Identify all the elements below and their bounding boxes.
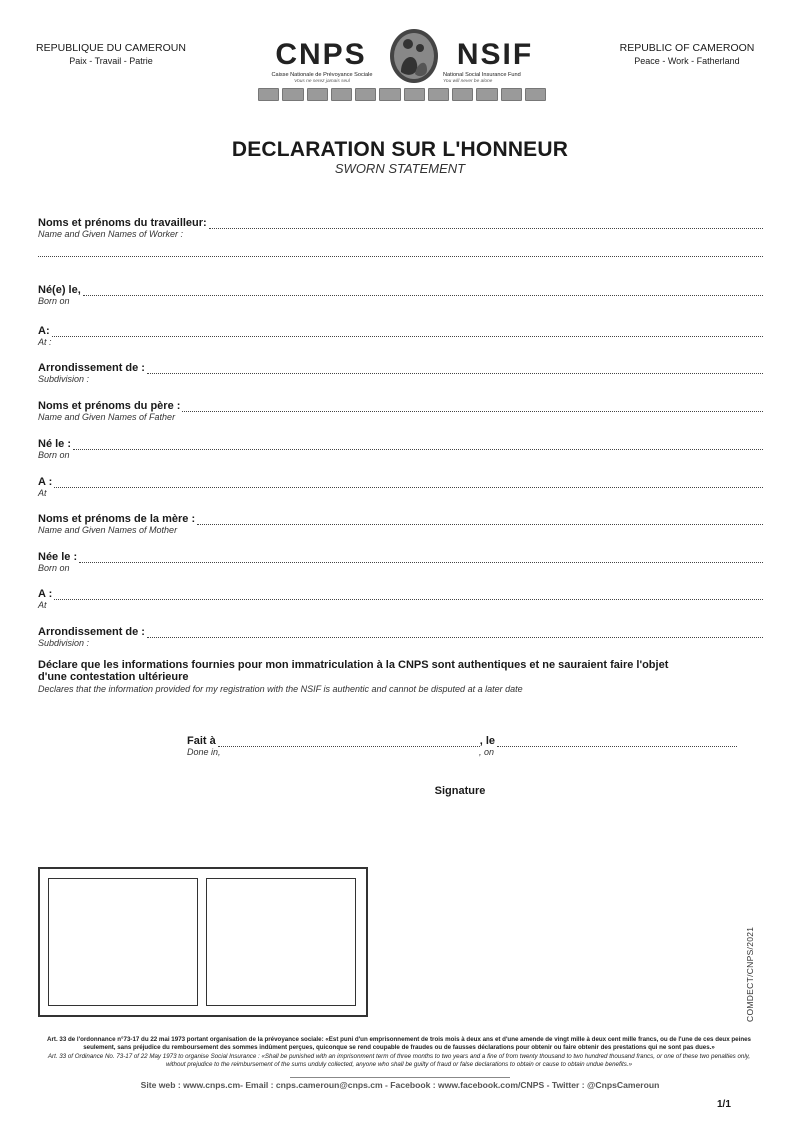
motto-fr: Paix - Travail - Patrie [69, 56, 153, 66]
service-icon [476, 88, 497, 101]
field-label: Né(e) le, [38, 284, 81, 296]
photo-box-1[interactable] [48, 878, 198, 1006]
service-icon [355, 88, 376, 101]
field-label-en: At [38, 488, 47, 498]
fill-line-extra[interactable] [38, 256, 763, 257]
field-worker-birthplace[interactable] [38, 323, 763, 347]
declaration-fr-line2: d'une contestation ultérieure [38, 671, 189, 683]
service-icon [379, 88, 400, 101]
field-mother-birthdate[interactable] [38, 549, 763, 573]
done-date-line[interactable] [497, 736, 737, 747]
field-label-en: Subdivision : [38, 374, 90, 384]
service-icon [501, 88, 522, 101]
field-father-name[interactable] [38, 398, 763, 422]
service-icon [428, 88, 449, 101]
legal-notice-en: Art. 33 of Ordinance No. 73-17 of 22 May 1973 to organise Social Insurance : «Shall be punished with an imprisonment term of three months to two years and a fine of from twenty thousand to two hundred thousand francs, or one of these two penalties only, without prejudice to the reimbursement of the sums unduly collected, anyone who shall be guilty of fraud or false declarations to obtain or cause to obtain undue benefits.» [47, 1052, 751, 1069]
fill-line[interactable] [182, 401, 763, 412]
declaration-text [38, 659, 763, 695]
field-label: Arrondissement de : [38, 362, 145, 374]
fill-line[interactable] [83, 285, 763, 296]
done-place-label-en: Done in, [187, 747, 221, 757]
document-subtitle: SWORN STATEMENT [334, 161, 466, 176]
declaration-fr-line1: Déclare que les informations fournies pour mon immatriculation à la CNPS sont authentiques et ne sauraient faire l'objet [38, 659, 669, 671]
fill-line[interactable] [147, 627, 763, 638]
field-label-en: Born on [38, 450, 70, 460]
fill-line[interactable] [54, 477, 763, 488]
declaration-en: Declares that the information provided for my registration with the NSIF is authentic and cannot be disputed at a later date [38, 684, 523, 694]
document-title: DECLARATION SUR L'HONNEUR [231, 138, 569, 161]
field-label-en: Born on [38, 563, 70, 573]
field-label: Née le : [38, 551, 78, 563]
logo-nsif-fullname: National Social Insurance Fund You will never be alone [443, 72, 521, 84]
footer-contacts: Site web : www.cnps.cm- Email : cnps.cameroun@cnps.cm - Facebook : www.facebook.com/CNPS - Twitter : @CnpsCameroun [140, 1080, 660, 1090]
field-label: A : [38, 588, 53, 600]
field-label: Arrondissement de : [38, 626, 145, 638]
field-mother-subdivision[interactable] [38, 624, 763, 648]
field-worker-name[interactable] [38, 215, 763, 239]
field-label-en: Subdivision : [38, 638, 90, 648]
field-worker-birthdate[interactable] [38, 282, 763, 306]
done-date-label: , le [479, 735, 496, 747]
field-label: Noms et prénoms de la mère : [38, 513, 196, 525]
field-label: A: [38, 325, 50, 337]
field-label: A : [38, 476, 53, 488]
field-label-en: Name and Given Names of Father [38, 412, 176, 422]
fill-line[interactable] [209, 218, 763, 229]
page-number: 1/1 [717, 1099, 731, 1110]
field-label-en: At [38, 600, 47, 610]
service-icon [525, 88, 546, 101]
footer-divider [290, 1077, 510, 1078]
service-icon [307, 88, 328, 101]
service-icon [331, 88, 352, 101]
done-at-on[interactable] [187, 734, 737, 757]
field-label: Noms et prénoms du père : [38, 400, 181, 412]
logo-cnps-fullname: Caisse Nationale de Prévoyance Sociale Vous ne serez jamais seul [271, 72, 373, 84]
field-label: Né le : [38, 438, 72, 450]
header-left [36, 42, 186, 68]
photo-frame [38, 867, 368, 1017]
field-label-en: Name and Given Names of Worker : [38, 229, 184, 239]
field-label-en: At : [38, 337, 52, 347]
header-right [612, 42, 762, 68]
motto-en: Peace - Work - Fatherland [634, 56, 740, 66]
cnps-nsif-logo [257, 28, 547, 108]
country-en: REPUBLIC OF CAMEROON [619, 42, 755, 54]
legal-notice [38, 1036, 760, 1070]
field-mother-name[interactable] [38, 511, 763, 535]
signature-label: Signature [434, 785, 486, 797]
done-place-label: Fait à [187, 735, 216, 747]
field-mother-birthplace[interactable] [38, 586, 763, 610]
field-father-birthdate[interactable] [38, 436, 763, 460]
fill-line[interactable] [79, 552, 763, 563]
service-icons-strip [258, 88, 546, 101]
fill-line[interactable] [197, 514, 763, 525]
done-place-line[interactable] [218, 736, 480, 747]
service-icon [452, 88, 473, 101]
country-fr: REPUBLIQUE DU CAMEROUN [36, 42, 186, 54]
logo-cnps-word: CNPS [275, 38, 367, 71]
done-date-label-en: , on [479, 747, 495, 757]
field-father-birthplace[interactable] [38, 474, 763, 498]
field-label-en: Name and Given Names of Mother [38, 525, 178, 535]
service-icon [258, 88, 279, 101]
fill-line[interactable] [73, 439, 763, 450]
legal-notice-fr: Art. 33 de l'ordonnance n°73-17 du 22 mai 1973 portant organisation de la prévoyance sociale: «Est puni d'un emprisonnement de trois mois à deux ans et d'une amende de vingt mille à deux cent mille francs, ou de l'une de ces deux peines seulement, sans préjudice du remboursement des sommes indûment perçues, quiconque se rend coupable de fraudes ou de fausses déclarations pour obtenir ou faire obtenir des prestations qui ne sont pas dues.» [47, 1036, 751, 1052]
photo-box-2[interactable] [206, 878, 356, 1006]
logo-nsif-word: NSIF [456, 38, 534, 71]
fill-line[interactable] [147, 363, 763, 374]
field-label-en: Born on [38, 296, 70, 306]
fill-line[interactable] [52, 326, 763, 337]
service-icon [282, 88, 303, 101]
family-emblem-icon [387, 28, 441, 84]
document-code: COMDECT/CNPS/2021 [745, 926, 755, 1022]
fill-line[interactable] [54, 589, 763, 600]
field-worker-subdivision[interactable] [38, 360, 763, 384]
service-icon [404, 88, 425, 101]
field-label: Noms et prénoms du travailleur: [38, 217, 207, 229]
